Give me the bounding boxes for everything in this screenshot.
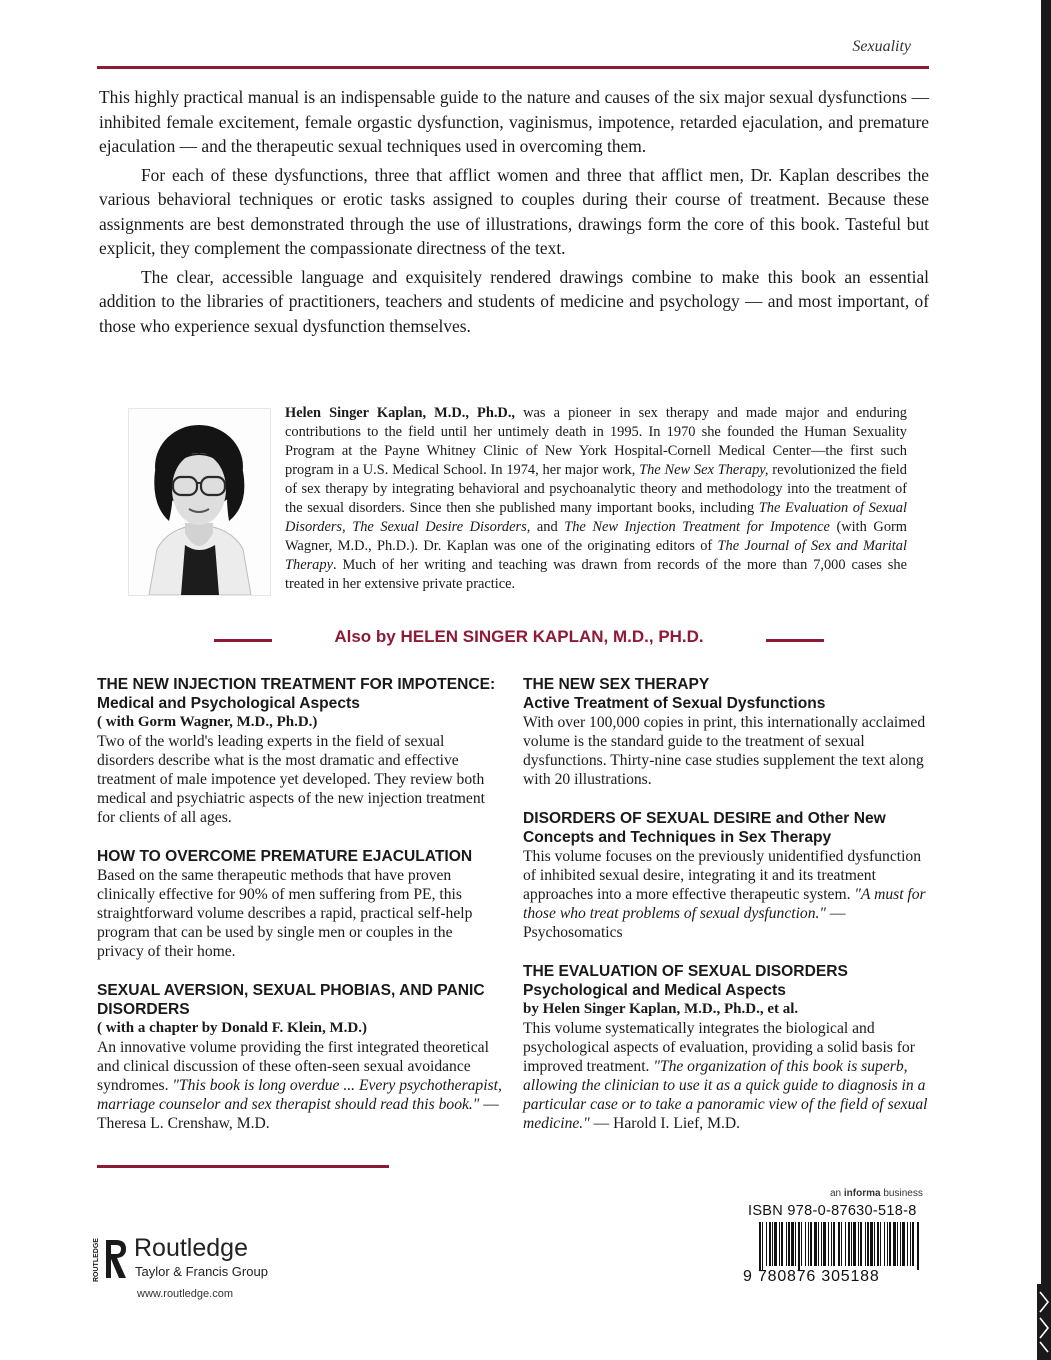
book-title: SEXUAL AVERSION, SEXUAL PHOBIAS, AND PANIC DISORDERS bbox=[97, 982, 485, 1018]
bio-text: revolutionized the field of sex therapy by integrating behavioral and psychoanalytic theory and methodology into the treatment of the sexual disorders. Since then she published many important books, including bbox=[285, 462, 907, 516]
author-photo bbox=[128, 408, 271, 596]
chevron-right-icon bbox=[1040, 1318, 1048, 1338]
barcode-digits: 9 780876 305188 bbox=[743, 1268, 880, 1285]
book-review-attribution: — Harold I. Lief, M.D. bbox=[589, 1115, 741, 1132]
informa-brand: informa bbox=[843, 1188, 881, 1199]
book-description-text: This volume focuses on the previously unidentified dysfunction of inhibited sexual desire, integrating it and its treatment approaches into a more effective therapeutic system. bbox=[523, 848, 922, 903]
book-subtitle: Psychological and Medical Aspects bbox=[523, 982, 786, 999]
book-description bbox=[97, 732, 503, 827]
bio-text: . Much of her writing and teaching was drawn from records of the more than 7,000 cases she treated in her extensive private practice. bbox=[285, 557, 907, 592]
bio-title-new-sex-therapy: The New Sex Therapy, bbox=[639, 462, 769, 478]
book-description bbox=[97, 1038, 503, 1133]
book-title: HOW TO OVERCOME PREMATURE EJACULATION bbox=[97, 848, 473, 865]
book-title: DISORDERS OF SEXUAL DESIRE and Other New Concepts and Techniques in Sex Therapy bbox=[523, 810, 886, 846]
author-bio bbox=[285, 404, 907, 594]
book-entry bbox=[97, 847, 503, 961]
book-description bbox=[523, 1019, 929, 1133]
publisher-name: Routledge bbox=[134, 1234, 248, 1262]
book-coauthor: ( with Gorm Wagner, M.D., Ph.D.) bbox=[97, 714, 318, 730]
page-edge-strip bbox=[1041, 0, 1051, 1284]
heading-rule-left bbox=[214, 639, 272, 642]
books-column-left bbox=[97, 675, 503, 1153]
bio-text: and bbox=[530, 519, 565, 535]
page-turn-control[interactable] bbox=[1037, 1284, 1051, 1360]
book-review-quote: "A must for those who treat problems of sexual dysfunction." bbox=[523, 886, 926, 922]
bio-text: (with Gorm Wagner, M.D., Ph.D.). Dr. Kaplan was one of the originating editors of bbox=[285, 519, 907, 554]
also-by-title: Also by HELEN SINGER KAPLAN, M.D., PH.D. bbox=[334, 627, 704, 646]
book-review-quote: "This book is long overdue ... Every psychotherapist, marriage counselor and sex therapist should read this book." bbox=[97, 1077, 502, 1113]
book-title: THE NEW INJECTION TREATMENT FOR IMPOTENCE: Medical and Psychological Aspects bbox=[97, 676, 496, 712]
barcode-icon bbox=[757, 1222, 922, 1270]
book-author-credit: by Helen Singer Kaplan, M.D., Ph.D., et al. bbox=[523, 1001, 799, 1017]
informa-prefix: an bbox=[830, 1188, 844, 1199]
author-name: Helen Singer Kaplan, M.D., Ph.D., bbox=[285, 405, 516, 421]
book-entry bbox=[97, 675, 503, 827]
intro-paragraph-3: The clear, accessible language and exquisitely rendered drawings combine to make this book an essential addition to the libraries of practitioners, teachers and students of medicine and psychology — and most important, of those who experience sexual dysfunction themselves. bbox=[99, 266, 929, 336]
book-description-text: Two of the world's leading experts in the field of sexual disorders describe what is the most dramatic and effective treatment of male impotence yet developed. They review both medical and psychiatric aspects of the new injection treatment for clients of all ages. bbox=[97, 733, 485, 826]
informa-tagline bbox=[830, 1188, 923, 1199]
book-title: THE EVALUATION OF SEXUAL DISORDERS bbox=[523, 963, 848, 980]
books-column-right bbox=[523, 675, 929, 1153]
book-description-text: With over 100,000 copies in print, this internationally acclaimed volume is the standard guide to the treatment of sexual dysfunctions. Thirty-nine case studies supplement the text along with 20 illustrations. bbox=[523, 714, 926, 788]
book-description bbox=[523, 847, 929, 942]
book-entry bbox=[97, 981, 503, 1133]
book-review-quote: "The organization of this book is superb, allowing the clinician to use it as a quick guide to diagnosis in a particular case or to take a panoramic view of the field of sexual medicine." bbox=[523, 1058, 928, 1132]
routledge-logo-icon bbox=[92, 1234, 128, 1284]
intro-paragraph-1: This highly practical manual is an indispensable guide to the nature and causes of the six major sexual dysfunctions — inhibited female excitement, female orgastic dysfunction, vaginismus, impotence, retarded ejaculation, and premature ejaculation — and the therapeutic sexual techniques used in overcoming them. bbox=[99, 87, 929, 156]
informa-suffix: business bbox=[880, 1188, 923, 1199]
book-review-attribution: — Psychosomatics bbox=[523, 905, 846, 941]
publisher-url: www.routledge.com bbox=[137, 1288, 233, 1300]
svg-text:ROUTLEDGE: ROUTLEDGE bbox=[93, 1238, 100, 1282]
bottom-divider bbox=[97, 1165, 389, 1168]
bio-title-injection: The New Injection Treatment for Impotence bbox=[564, 519, 830, 535]
book-description-text: This volume systematically integrates the biological and psychological aspects of evaluation, providing a solid basis for improved treatment. bbox=[523, 1020, 915, 1075]
publisher-group: Taylor & Francis Group bbox=[135, 1264, 268, 1279]
chevron-right-icon bbox=[1040, 1292, 1048, 1312]
book-subtitle: Active Treatment of Sexual Dysfunctions bbox=[523, 695, 826, 712]
also-by-heading bbox=[214, 626, 824, 656]
bio-title-journal: The Journal of Sex and Marital Therapy bbox=[285, 538, 907, 573]
intro-text bbox=[99, 85, 929, 342]
book-coauthor: ( with a chapter by Donald F. Klein, M.D.) bbox=[97, 1020, 368, 1036]
book-description bbox=[523, 713, 929, 789]
heading-rule-right bbox=[766, 639, 824, 642]
top-divider bbox=[97, 66, 929, 69]
book-description-text: An innovative volume providing the first integrated theoretical and clinical discussion of these often-seen sexual avoidance syndromes. bbox=[97, 1039, 489, 1094]
bio-text: was a pioneer in sex therapy and made major and enduring contributions to the field until her untimely death in 1995. In 1970 she founded the Human Sexuality Program at the Payne Whitney Clinic of New York Hospital-Cornell Medical Center—the first such program in a U.S. Medical School. In 1974, her major work, bbox=[285, 405, 907, 478]
book-description bbox=[97, 866, 503, 961]
book-entry bbox=[523, 675, 929, 789]
chevron-right-icon bbox=[1040, 1342, 1048, 1352]
isbn-label: ISBN 978-0-87630-518-8 bbox=[748, 1203, 917, 1219]
bio-title-evaluation: The Evaluation of Sexual Disorders, The Sexual Desire Disorders, bbox=[285, 500, 907, 535]
book-description-text: Based on the same therapeutic methods that have proven clinically effective for 90% of men suffering from PE, this straightforward volume describes a rapid, practical self-help program that can be used by single men or couples in the privacy of their home. bbox=[97, 867, 473, 960]
book-title: THE NEW SEX THERAPY bbox=[523, 676, 710, 693]
book-entry bbox=[523, 962, 929, 1133]
category-label: Sexuality bbox=[852, 38, 911, 55]
intro-paragraph-2: For each of these dysfunctions, three that afflict women and three that afflict men, Dr. Kaplan describes the various behavioral techniques or erotic tasks assigned to couples during their course of treatment. Because these assignments are best demonstrated through the use of illustrations, drawings form the core of this book. Tasteful but explicit, they complement the compassionate directness of the text. bbox=[99, 164, 929, 258]
book-review-attribution: —Theresa L. Crenshaw, M.D. bbox=[97, 1096, 499, 1132]
book-entry bbox=[523, 809, 929, 942]
publisher-block bbox=[92, 1230, 292, 1310]
